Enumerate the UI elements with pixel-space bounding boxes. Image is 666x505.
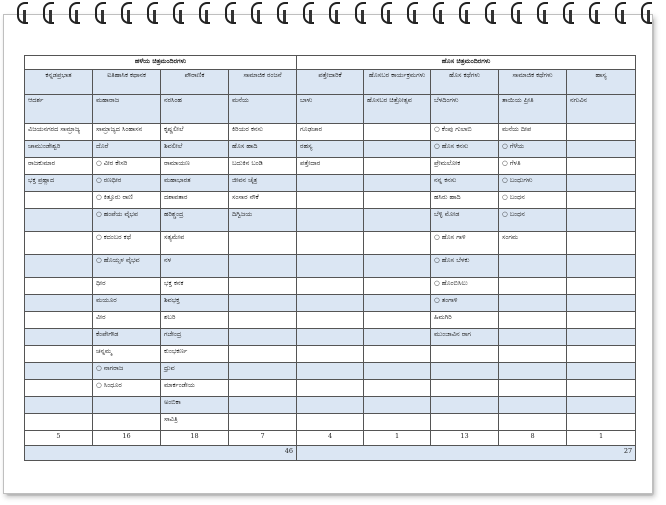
binding-ring <box>276 2 288 24</box>
table-cell <box>297 175 364 192</box>
table-row <box>25 141 636 158</box>
table-cell: ○ ಹೊಸ ಬೆಳಕು <box>431 255 499 278</box>
table-cell: ದಿಗ್ವಿಜಯ <box>229 209 297 232</box>
table-cell <box>567 124 636 141</box>
table-cell <box>499 346 567 363</box>
table-cell <box>229 255 297 278</box>
table-cell <box>567 329 636 346</box>
table-cell: ○ ತಂಗಾಳಿ <box>431 295 499 312</box>
binding-ring <box>224 2 236 24</box>
grand-total-new: 27 <box>297 446 636 461</box>
table-cell: ಬಾಳು <box>297 95 364 124</box>
table-cell <box>567 312 636 329</box>
table-cell: ○ ವೀರ ಕೇಸರಿ <box>93 158 161 175</box>
table-cell: ಗೂಢಚಾರ <box>297 124 364 141</box>
table-cell <box>567 232 636 255</box>
table-cell: ○ ಗೆಳೆಯ <box>499 141 567 158</box>
table-row <box>25 158 636 175</box>
table-cell <box>499 414 567 431</box>
table-cell: ನಗುವಿನ <box>567 95 636 124</box>
table-cell: ○ ರಣಧೀರ <box>93 175 161 192</box>
table-cell: ಜೀವನ ಚೈತ್ರ <box>229 175 297 192</box>
table-cell: ಹಸಿರು ಹಾದಿ <box>431 192 499 209</box>
table-cell <box>431 397 499 414</box>
table-cell <box>499 397 567 414</box>
column-header: ಹೊಸಬರ ಕಾರ್ಯಕ್ರಮಗಳು <box>364 70 431 95</box>
binding-ring <box>406 2 418 24</box>
table-cell <box>364 380 431 397</box>
binding-ring <box>94 2 106 24</box>
table-cell <box>25 278 93 295</box>
table-cell <box>364 346 431 363</box>
table-cell: ○ ಗೆಳತಿ <box>499 158 567 175</box>
table-cell <box>25 312 93 329</box>
binding-ring <box>16 2 28 24</box>
column-header: ಸಾಮಾಜಿಕ ಕಥೆಗಳು <box>499 70 567 95</box>
binding-ring <box>120 2 132 24</box>
table-row <box>25 329 636 346</box>
table-cell <box>229 295 297 312</box>
table-cell <box>297 255 364 278</box>
binding-ring <box>614 2 626 24</box>
table-cell: ಹಿಮಗಿರಿ <box>431 312 499 329</box>
binding-ring <box>536 2 548 24</box>
table-cell <box>25 380 93 397</box>
binding-ring <box>510 2 522 24</box>
table-cell: ಸಾವಿತ್ರಿ <box>161 414 229 431</box>
table-cell <box>364 158 431 175</box>
table-cell: ಧ್ರುವ <box>161 363 229 380</box>
table-cell <box>364 141 431 158</box>
binding-ring <box>198 2 210 24</box>
total-cell: 4 <box>297 431 364 446</box>
table-cell: ಸಂಗಮ <box>499 232 567 255</box>
table-cell <box>25 346 93 363</box>
table-cell <box>297 397 364 414</box>
table-cell <box>297 363 364 380</box>
table-cell <box>431 363 499 380</box>
table-row <box>25 295 636 312</box>
binding-ring <box>172 2 184 24</box>
total-cell: 1 <box>364 431 431 446</box>
total-cell: 8 <box>499 431 567 446</box>
table-cell <box>297 346 364 363</box>
binding-ring <box>354 2 366 24</box>
table-cell <box>499 278 567 295</box>
table-cell <box>229 232 297 255</box>
table-row <box>25 95 636 124</box>
table-cell: ಪ್ರೇಮಲೋಕ <box>431 158 499 175</box>
table-cell: ವೀರ <box>93 312 161 329</box>
table-cell <box>364 255 431 278</box>
table-cell: ದಶಾವತಾರ <box>161 192 229 209</box>
table-cell: ಹೊಸ ಹಾದಿ <box>229 141 297 158</box>
table-row <box>25 346 636 363</box>
table-cell <box>229 346 297 363</box>
table-cell <box>431 380 499 397</box>
table-cell <box>499 329 567 346</box>
binding-ring <box>42 2 54 24</box>
table-cell: ಬೆಳ್ಳಿ ಮೋಡ <box>431 209 499 232</box>
binding-ring <box>640 2 652 24</box>
table-cell: ಗಜೇಂದ್ರ <box>161 329 229 346</box>
column-header: ಹೊಸ ಕಥೆಗಳು <box>431 70 499 95</box>
table-cell <box>431 414 499 431</box>
table-cell: ತಾಯಿಯ ಪ್ರೀತಿ <box>499 95 567 124</box>
table-cell: ಮನೆಯ ದೀಪ <box>499 124 567 141</box>
table-cell <box>297 192 364 209</box>
binding-ring <box>68 2 80 24</box>
table-cell <box>499 380 567 397</box>
binding-ring <box>562 2 574 24</box>
table-cell: ○ ಬಂಧನ <box>499 192 567 209</box>
table-cell <box>364 278 431 295</box>
table-row <box>25 209 636 232</box>
table-cell: ಚಾಮುಂಡೇಶ್ವರಿ <box>25 141 93 158</box>
table-cell: ಶಿವಭಕ್ತ <box>161 295 229 312</box>
table-row <box>25 232 636 255</box>
table-cell <box>297 312 364 329</box>
table-row <box>25 414 636 431</box>
table-row <box>25 192 636 209</box>
table-cell <box>229 397 297 414</box>
table-cell: ○ ಕೆಂಪು ಗುಲಾಬಿ <box>431 124 499 141</box>
table-row <box>25 255 636 278</box>
table-cell: ○ ಬಂಧನ <box>499 209 567 232</box>
table-cell: ಕೆಂಪೇಗೌಡ <box>93 329 161 346</box>
table-cell: ಮುಂಜಾವಿನ ರಾಗ <box>431 329 499 346</box>
table-cell <box>499 363 567 380</box>
table-cell: ○ ಸಿಂಧೂರ <box>93 380 161 397</box>
table-cell: ಬೆಳದಿಂಗಳು <box>431 95 499 124</box>
column-header-row <box>25 70 636 95</box>
table-cell: ಪತ್ತೇದಾರ <box>297 158 364 175</box>
table-cell <box>297 380 364 397</box>
binding-ring <box>250 2 262 24</box>
table-cell: ರಾಮಾಯಣ <box>161 158 229 175</box>
table-cell <box>364 295 431 312</box>
table-cell <box>499 255 567 278</box>
table-cell <box>567 346 636 363</box>
table-cell <box>25 363 93 380</box>
table-cell <box>567 380 636 397</box>
table-cell <box>567 414 636 431</box>
column-header: ಐತಿಹಾಸಿಕ ಕಥಾನಕ <box>93 70 161 95</box>
table-cell <box>431 346 499 363</box>
table-row <box>25 124 636 141</box>
grand-total-old: 46 <box>25 446 297 461</box>
table-cell <box>25 397 93 414</box>
table-cell: ಮಯೂರ <box>93 295 161 312</box>
table-cell: ○ ಬಂಧುಗಳು <box>499 175 567 192</box>
table-cell <box>229 312 297 329</box>
group-header-new: ಹೊಸ ಚಿತ್ರಮಂದಿರಗಳು <box>297 56 636 70</box>
total-cell: 18 <box>161 431 229 446</box>
column-header: ಪತ್ತೇದಾರಿಕೆ <box>297 70 364 95</box>
totals-row <box>25 431 636 446</box>
table-cell <box>364 232 431 255</box>
table-cell <box>297 414 364 431</box>
table-cell <box>364 124 431 141</box>
table-cell <box>229 414 297 431</box>
table-cell: ಸಂಸಾರ ನೌಕೆ <box>229 192 297 209</box>
table-cell: ○ ಹೊಸ ಗಾಳಿ <box>431 232 499 255</box>
table-cell: ಭಕ್ತ ಕನಕ <box>161 278 229 295</box>
group-header-row <box>25 56 636 70</box>
table-cell <box>25 209 93 232</box>
data-table <box>24 55 636 461</box>
table-cell: ಶಿವಲೀಲೆ <box>161 141 229 158</box>
table-cell: ಕೃಷ್ಣಲೀಲೆ <box>161 124 229 141</box>
table-cell <box>567 295 636 312</box>
total-cell: 16 <box>93 431 161 446</box>
table-cell: ರಾಜಕುಮಾರ <box>25 158 93 175</box>
table-cell: ○ ಹಂಪೆಯ ವೈಭವ <box>93 209 161 232</box>
table-cell: ದೊರೆ <box>93 141 161 158</box>
group-header-old: ಹಳೆಯ ಚಿತ್ರಮಂದಿರಗಳು <box>25 56 297 70</box>
table-cell: ಹೊಸಬರ ಚಿತ್ರೋತ್ಸವ <box>364 95 431 124</box>
table-cell: ಆದರ್ಶ <box>25 95 93 124</box>
table-cell: ಭಕ್ತ ಪ್ರಹ್ಲಾದ <box>25 175 93 192</box>
table-cell <box>364 192 431 209</box>
table-cell: ಮನೆಯ <box>229 95 297 124</box>
table-cell: ಹರಿಶ್ಚಂದ್ರ <box>161 209 229 232</box>
table-cell <box>567 141 636 158</box>
table-cell: ಸತ್ಯಮೇವ <box>161 232 229 255</box>
binding-ring <box>484 2 496 24</box>
table-cell <box>364 397 431 414</box>
binding-ring <box>146 2 158 24</box>
table-cell <box>229 380 297 397</box>
table-cell <box>93 397 161 414</box>
table-cell <box>364 329 431 346</box>
column-header: ಪೌರಾಣಿಕ <box>161 70 229 95</box>
table-row <box>25 175 636 192</box>
total-cell: 7 <box>229 431 297 446</box>
table-cell <box>364 175 431 192</box>
binding-ring <box>432 2 444 24</box>
total-cell: 5 <box>25 431 93 446</box>
table-cell <box>567 158 636 175</box>
total-cell: 13 <box>431 431 499 446</box>
table-cell: ರಹಸ್ಯ <box>297 141 364 158</box>
table-cell <box>25 232 93 255</box>
table-cell <box>567 397 636 414</box>
table-cell: ಕಿರಿಯರ ಕನಸು <box>229 124 297 141</box>
table-cell <box>364 414 431 431</box>
table-cell: ○ ಕದಂಬರ ಕಥೆ <box>93 232 161 255</box>
binding-ring <box>380 2 392 24</box>
table-cell: ○ ಕಿತ್ತೂರು ರಾಣಿ <box>93 192 161 209</box>
table-cell: ಚನ್ನಮ್ಮ <box>93 346 161 363</box>
spiral-binding <box>0 0 666 30</box>
total-cell: 1 <box>567 431 636 446</box>
table-cell <box>297 209 364 232</box>
table-cell <box>297 329 364 346</box>
table-cell <box>567 255 636 278</box>
table-cell: ನರಸಿಂಹ <box>161 95 229 124</box>
table-cell <box>567 192 636 209</box>
table-row <box>25 397 636 414</box>
table-cell <box>364 363 431 380</box>
table-cell <box>567 363 636 380</box>
table-cell <box>93 414 161 431</box>
table-cell: ಅಂಬಿಕಾ <box>161 397 229 414</box>
table-cell <box>229 329 297 346</box>
table-cell: ○ ಹೊಂಬಿಸಿಲು <box>431 278 499 295</box>
binding-ring <box>458 2 470 24</box>
table-cell: ಕುಂಭಕರ್ಣ <box>161 346 229 363</box>
table-cell <box>297 295 364 312</box>
table-cell <box>567 175 636 192</box>
binding-ring <box>302 2 314 24</box>
table-cell: ಧೀರ <box>93 278 161 295</box>
table-cell <box>25 192 93 209</box>
column-header: ಕನ್ನಡಪ್ರಭಾತ <box>25 70 93 95</box>
table-cell <box>25 255 93 278</box>
table-cell <box>499 312 567 329</box>
table-cell <box>499 295 567 312</box>
column-header: ಹಾಸ್ಯ <box>567 70 636 95</box>
table-cell <box>25 414 93 431</box>
table-cell: ಮಹಾರಾಜ <box>93 95 161 124</box>
table-row <box>25 363 636 380</box>
grand-total-row <box>25 446 636 461</box>
table-cell: ವಿಜಯನಗರದ ಸಾಮ್ರಾಜ್ಯ <box>25 124 93 141</box>
table-cell: ಮಹಾಭಾರತ <box>161 175 229 192</box>
table-cell <box>297 278 364 295</box>
table-cell <box>229 363 297 380</box>
binding-ring <box>588 2 600 24</box>
table-cell: ○ ನಾಗರಾಜ <box>93 363 161 380</box>
table-cell <box>364 312 431 329</box>
table-cell: ಶಬರಿ <box>161 312 229 329</box>
table-cell: ನನ್ನ ಕನಸು <box>431 175 499 192</box>
table-cell <box>567 209 636 232</box>
table-cell: ○ ಹೊಯ್ಸಳ ವೈಭವ <box>93 255 161 278</box>
table-cell <box>364 209 431 232</box>
table-cell <box>567 278 636 295</box>
table-cell: ○ ಹೊಸ ಕನಸು <box>431 141 499 158</box>
table-cell: ಬದುಕಿನ ಬಂಡಿ <box>229 158 297 175</box>
table-cell: ಮಾರ್ಕಂಡೇಯ <box>161 380 229 397</box>
table-cell <box>25 329 93 346</box>
table-cell: ನಳ <box>161 255 229 278</box>
column-header: ಸಾಮಾಜಿಕ ರಂಜನೆ <box>229 70 297 95</box>
table-row <box>25 312 636 329</box>
table-cell <box>25 295 93 312</box>
binding-ring <box>328 2 340 24</box>
table-row <box>25 278 636 295</box>
table-cell <box>297 232 364 255</box>
table-cell <box>229 278 297 295</box>
table-cell: ಸಾಮ್ರಾಜ್ಯದ ಸಿಂಹಾಸನ <box>93 124 161 141</box>
table-row <box>25 380 636 397</box>
